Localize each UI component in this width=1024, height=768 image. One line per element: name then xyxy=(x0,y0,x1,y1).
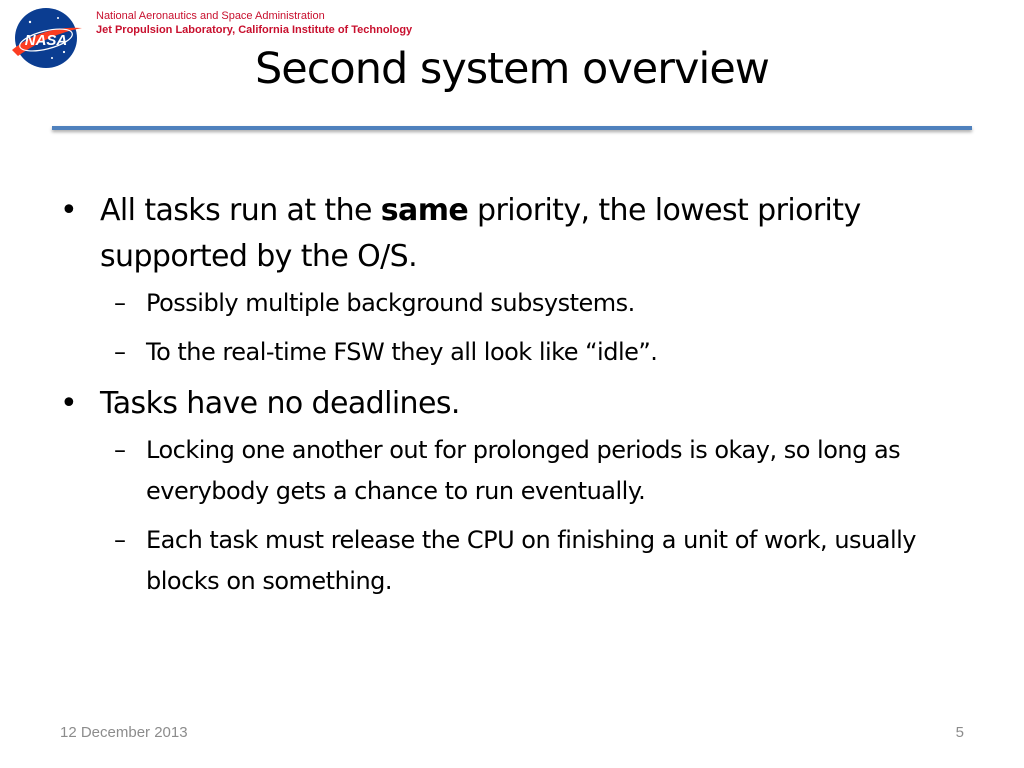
dash-glyph: – xyxy=(114,289,126,317)
sub-bullet-text: Locking one another out for prolonged periods is okay, so long as everybody gets a chance to run eventually. xyxy=(146,436,901,505)
bullet-item xyxy=(60,188,970,280)
sub-bullet-text: Each task must release the CPU on finishing a unit of work, usually blocks on something. xyxy=(146,526,916,595)
bullet-text-part: All tasks run at the xyxy=(100,193,381,228)
sub-bullet-text: Possibly multiple background subsystems. xyxy=(146,289,635,317)
dash-glyph: – xyxy=(114,436,126,464)
sub-bullet-text: To the real-time FSW they all look like “idle”. xyxy=(146,338,658,366)
sub-bullet-item xyxy=(60,332,970,373)
footer-date: 12 December 2013 xyxy=(60,724,188,741)
bullet-text-part: priority, the lowest priority supported by the O/S. xyxy=(100,193,861,274)
bullet-item xyxy=(60,381,970,427)
nasa-logo-text: NASA xyxy=(24,32,68,49)
sub-bullet-item xyxy=(60,283,970,324)
agency-name: National Aeronautics and Space Administration xyxy=(96,10,325,22)
agency-header xyxy=(96,9,412,37)
lab-name: Jet Propulsion Laboratory, California Institute of Technology xyxy=(96,24,413,36)
title-divider xyxy=(52,126,972,130)
dash-glyph: – xyxy=(114,526,126,554)
bullet-text-emphasis: same xyxy=(380,193,469,228)
bullet-glyph: • xyxy=(60,386,78,421)
bullet-text xyxy=(100,193,861,274)
slide-title: Second system overview xyxy=(255,44,769,94)
bullet-glyph: • xyxy=(60,193,78,228)
slide-content xyxy=(60,188,970,610)
sub-bullet-item xyxy=(60,430,970,512)
page-number: 5 xyxy=(955,724,964,741)
sub-bullet-item xyxy=(60,520,970,602)
bullet-text: Tasks have no deadlines. xyxy=(100,386,460,421)
dash-glyph: – xyxy=(114,338,126,366)
